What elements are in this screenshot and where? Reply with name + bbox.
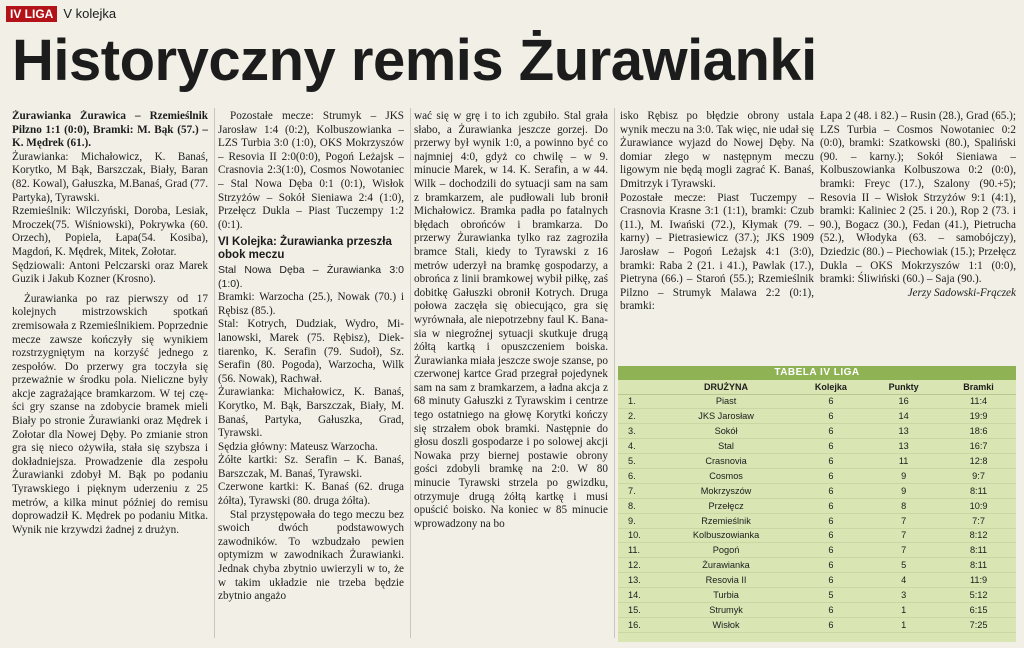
table-row: [618, 558, 1016, 573]
article-body-3: wać się w grę i to ich zgubiło. Stal grała słabo, a Żurawianka jeszcze gorzej. Do przerwy był wynik 1:0, a powinno być co najmniej 4:0, gdyż co chwilę – w 9. minucie Marek, w 14. K. Serafin, a w 44. Wilk – dochodzili do sytuacji sam na sam z bramkarzem, ale pudłowali lub bronił Michałowicz. Bramka padła po fatalnych błędach obrońców i bramkarza. Do przerwy Żurawianka tylko raz zagroziła bramce Stali, kiedy to Tyrawski z 16 metrów uderzył na bramkę gospodarzy, a obrońca z linii bramkowej wybił piłkę, zaś dobitkę Gałuszki obronił Kotrych. Druga połowa zaczęła się obiecująco, gra się wyrównała, ale niepotrzebny faul K. Banasia w niegroźnej sytuacji skutkuje drugą żółtą kartką i opuszczeniem boiska. Żurawianka miała jeszcze swoje szanse, po czerwonej kartce Grad przegrał pojedynek sam na sam z bramkarzem, a ładna akcja z 68 minuty Gałuszki z Tyrawskim i centrze tego ostatniego na głowę Korytki kończy się strzałem obok bramki. Następnie do głosu doszli gospodarze i po solowej akcji Nowaka przy biernej postawie obrony gości zdobyli bramkę na 2:0. W 80 minucie Tyrawski strzela po gwizdku, otrzymuje drugą żółtą kartkę i musi opuścić boisko. Na koniec w 85 minucie wprowadzony na bo: [414, 110, 608, 530]
row-games: 6: [796, 454, 867, 469]
row-games: 6: [796, 528, 867, 543]
row-points: 11: [866, 454, 941, 469]
row-points: 4: [866, 573, 941, 588]
yellow-cards: Żółte kartki: Sz. Serafin – K. Banaś, Barszczak, M. Banaś, Tyrawski.: [218, 454, 404, 480]
column-5: [820, 110, 1016, 360]
row-points: 5: [866, 558, 941, 573]
row-team: Rzemieślnik: [657, 513, 796, 528]
row-goals: 7:25: [941, 617, 1016, 632]
row-points: 7: [866, 513, 941, 528]
row-games: 6: [796, 394, 867, 409]
row-goals: 19:9: [941, 409, 1016, 424]
red-cards: Czerwone kartki: K. Banaś (62. druga żółta), Tyrawski (80. druga żółta).: [218, 481, 404, 508]
header-points: Punkty: [866, 380, 941, 394]
referee-r6: Sędzia główny: Mateusz Warzocha.: [218, 440, 378, 453]
row-points: 9: [866, 483, 941, 498]
row-points: 1: [866, 617, 941, 632]
other-matches-r6-cont: Łapa 2 (48. i 82.) – Rusin (28.), Grad (65.); LZS Turbia – Cosmos Nowotaniec 0:2 (0:0), bramki: Szatkowski (80.), Spaliński (90. – karny.); Sokół Sieniawa – Kolbuszowianka Kolbuszowa 0:2 (0:0), bramki: Freyc (17.), Szalony (90.+5); Resovia II – Wisłok Strzyżów 9:1 (4:1), bramki: Kaliniec 2 (25. i 20.), Rop 2 (73. i 90.), Bogacz (30.), Fedan (41.), Pietrucha (52.), Włodyka (63. – samobójczy), Dziedzic (80.) – Piechowiak (15.); Przełęcz Dukla – OKS Mokrzyszów 1:1 (0:0), bramki: Śliwiński (60.) – Saja (90.).: [820, 110, 1016, 286]
row-team: Sokół: [657, 424, 796, 439]
column-1: [12, 110, 208, 640]
row-games: 6: [796, 602, 867, 617]
other-matches-r5: Pozostałe mecze: Strumyk – JKS Jarosław 1:4 (0:2), Kolbuszowianka – LZS Turbia 3:0 (1:0), OKS Mokrzyszów – Resovia II 2:0(0:0), Pogoń Leżajsk – Crasnovia 2:3(1:0), Cosmos Nowotaniec – Stal Nowa Dęba 0:1 (0:1), Wisłok Strzyżów – Sokół Sieniawa 2:4 (1:0), Przełęcz Dukla – Piast Tuczempy 1:2 (0:1).: [218, 110, 404, 231]
row-position: 10.: [618, 528, 657, 543]
row-points: 16: [866, 394, 941, 409]
row-goals: 10:9: [941, 498, 1016, 513]
row-games: 6: [796, 424, 867, 439]
row-position: 14.: [618, 588, 657, 603]
row-games: 6: [796, 409, 867, 424]
row-goals: 11:9: [941, 573, 1016, 588]
row-team: Strumyk: [657, 602, 796, 617]
row-games: 6: [796, 558, 867, 573]
row-team: JKS Jarosław: [657, 409, 796, 424]
row-points: 13: [866, 439, 941, 454]
table-row: [618, 513, 1016, 528]
table-row: [618, 498, 1016, 513]
table-row: [618, 409, 1016, 424]
row-points: 3: [866, 588, 941, 603]
table-row: [618, 543, 1016, 558]
row-team: Kolbuszowianka: [657, 528, 796, 543]
row-points: 13: [866, 424, 941, 439]
article-body-4: isko Rębisz po błędzie obrony ustala wynik meczu na 3:0. Tak więc, nie udał się Żurawiance wyjazd do Nowej Dęby. Na domiar złego w następnym meczu ligowym nie będą mogli zagrać K. Banaś, Dmitrzyk i Tyrawski.: [620, 110, 814, 190]
round-label: V kolejka: [63, 6, 117, 21]
row-team: Żurawianka: [657, 558, 796, 573]
row-goals: 7:7: [941, 513, 1016, 528]
row-position: 6.: [618, 468, 657, 483]
row-games: 6: [796, 483, 867, 498]
lineup-stal: Stal: Kotrych, Dudziak, Wydro, Milanowski, Marek (75. Rębisz), Diektiarenko, K. Serafin (79. Sudoł), Sz. Serafin (80. Pogoda), Warzocha, Wilk (56. Nowak), Rachwał.: [218, 318, 404, 385]
league-tag: IV LIGA: [6, 6, 57, 22]
row-team: Stal: [657, 439, 796, 454]
row-position: 3.: [618, 424, 657, 439]
row-games: 6: [796, 543, 867, 558]
row-position: 2.: [618, 409, 657, 424]
table-row: [618, 424, 1016, 439]
subheading-round-6: VI Kolejka: Żurawianka przeszła obok meczu: [218, 236, 392, 262]
row-position: 4.: [618, 439, 657, 454]
other-matches-r6: Pozostałe mecze: Piast Tuczempy – Crasnovia Krasne 3:1 (1:1), bramki: Czub (11.), M. Iwański (72.), Kłymak (79. – karny) – Pietrasiewicz (37.); JKS 1909 Jarosław – Pogoń Leżajsk 4:1 (3:0), bramki: Raba 2 (21. i 41.), Pawlak (17.), Pietryna (66.) – Staroń (55.); Rzemieślnik Pilzno – Strumyk Malawa 2:2 (0:1), bramki:: [620, 191, 814, 313]
article-headline: Historyczny remis Żurawianki: [12, 28, 817, 93]
table-row: [618, 483, 1016, 498]
match-result-r6: Stal Nowa Dęba – Żurawianka 3:0 (1:0).: [218, 264, 404, 290]
row-goals: 16:7: [941, 439, 1016, 454]
row-position: 8.: [618, 498, 657, 513]
row-goals: 8:11: [941, 483, 1016, 498]
league-table: [618, 366, 1016, 642]
table-row: [618, 394, 1016, 409]
row-position: 15.: [618, 602, 657, 617]
lineup-zurawianka: Żurawianka: Michałowicz, K. Banaś, Korytko, M. Bąk, Barszczak, Biały, M. Banaś, Partyka, Gałuszka, Grad, Tyrawski.: [218, 386, 404, 440]
table-row: [618, 439, 1016, 454]
row-points: 8: [866, 498, 941, 513]
row-position: 12.: [618, 558, 657, 573]
referees: Sędziowali: Antoni Pelczarski oraz Marek Guzik i Jakub Kozner (Krosno).: [12, 259, 208, 286]
goals-r6: Bramki: Warzocha (25.), Nowak (70.) i Rębisz (85.).: [218, 291, 404, 317]
row-games: 6: [796, 498, 867, 513]
row-points: 14: [866, 409, 941, 424]
row-position: 16.: [618, 617, 657, 632]
match-result-lead: Żurawianka Żurawica – Rzemieślnik Pilzno 1:1 (0:0), Bramki: M. Bąk (57.) – K. Mędrek (61.).: [12, 110, 208, 150]
row-goals: 11:4: [941, 394, 1016, 409]
table-row: [618, 602, 1016, 617]
row-team: Crasnovia: [657, 454, 796, 469]
row-games: 6: [796, 513, 867, 528]
column-2: [218, 110, 404, 640]
header-team: DRUŻYNA: [657, 380, 796, 394]
row-games: 5: [796, 588, 867, 603]
table-header-row: [618, 380, 1016, 394]
table-row: [618, 588, 1016, 603]
standings-table: [618, 380, 1016, 633]
row-games: 6: [796, 468, 867, 483]
row-goals: 8:11: [941, 543, 1016, 558]
row-goals: 8:12: [941, 528, 1016, 543]
lineup-home: Żurawianka: Michałowicz, K. Banaś, Korytko, M Bąk, Barszczak, Biały, Baran (82. Kowal), Gałuszka, M.Banaś, Grad (77. Partyka), Tyrawski.: [12, 150, 208, 204]
row-team: Resovia II: [657, 573, 796, 588]
column-4: [620, 110, 814, 360]
row-team: Przełęcz: [657, 498, 796, 513]
table-row: [618, 454, 1016, 469]
row-team: Pogoń: [657, 543, 796, 558]
row-points: 9: [866, 468, 941, 483]
kicker: [6, 6, 116, 22]
row-position: 11.: [618, 543, 657, 558]
row-position: 13.: [618, 573, 657, 588]
row-team: Cosmos: [657, 468, 796, 483]
row-goals: 12:8: [941, 454, 1016, 469]
table-row: [618, 528, 1016, 543]
header-games: Kolejka: [796, 380, 867, 394]
row-team: Turbia: [657, 588, 796, 603]
row-team: Wisłok: [657, 617, 796, 632]
row-games: 6: [796, 617, 867, 632]
row-position: 5.: [618, 454, 657, 469]
row-goals: 6:15: [941, 602, 1016, 617]
league-table-title: TABELA IV LIGA: [618, 366, 1016, 380]
row-position: 9.: [618, 513, 657, 528]
row-goals: 18:6: [941, 424, 1016, 439]
article-body-1: Żurawianka po raz pierwszy od 17 kolejnych mistrzowskich spotkań zremisowała z Rzemieślnikiem. Poprzednie mecze zawsze kończyły się wynikiem rozstrzygniętym na korzyść jednego z zespołów. Do przerwy gra toczyła się przeważnie w środku pola. Nieliczne były akcje zagrażające bramkarzom. W tej części gry szanse na zdobycie bramek mieli Biały po stronie Żurawianki oraz Mędrek i Zołotar dla Nowej Dęby. Po zmianie stron gra się nieco ożywiła, stała się szybsza i dokładniejsza. Prowadzenie dla zespołu Żurawianki zdobył M. Bąk po podaniu Tyrawskiego i pięknym uderzeniu z 25 metrów, a kilka minut później do remisu doprowadził K. Mędrek po podaniu Mitka. Wynik nie krzywdzi żadnej z drużyn.: [12, 292, 208, 536]
row-goals: 9:7: [941, 468, 1016, 483]
header-position: [618, 380, 657, 394]
header-goals: Bramki: [941, 380, 1016, 394]
byline: Jerzy Sadowski-Frączek: [907, 286, 1016, 299]
table-row: [618, 573, 1016, 588]
row-goals: 8:11: [941, 558, 1016, 573]
row-team: Mokrzyszów: [657, 483, 796, 498]
column-3: [414, 110, 608, 640]
table-row: [618, 468, 1016, 483]
row-points: 1: [866, 602, 941, 617]
article-body-2: Stal przystępowała do tego meczu bez swoich dwóch podstawowych zawodników. To wzbudzało pewien optymizm w zawodnikach Żurawianki. Jednak chyba zbytnio uwierzyli w to, że w takim układzie nie trzeba będzie zbytnio angażo: [218, 508, 404, 603]
row-games: 6: [796, 439, 867, 454]
lineup-away: Rzemieślnik: Wilczyński, Doroba, Lesiak, Mroczek(75. Wiśniowski), Pokrywka (60. Orzech), Popiela, Łapa(54. Kosiba), Magdoń, K. Mędrek, Mitek, Zołotar.: [12, 205, 208, 258]
row-points: 7: [866, 543, 941, 558]
row-position: 1.: [618, 394, 657, 409]
table-row: [618, 617, 1016, 632]
row-team: Piast: [657, 394, 796, 409]
row-points: 7: [866, 528, 941, 543]
row-games: 6: [796, 573, 867, 588]
row-position: 7.: [618, 483, 657, 498]
row-goals: 5:12: [941, 588, 1016, 603]
